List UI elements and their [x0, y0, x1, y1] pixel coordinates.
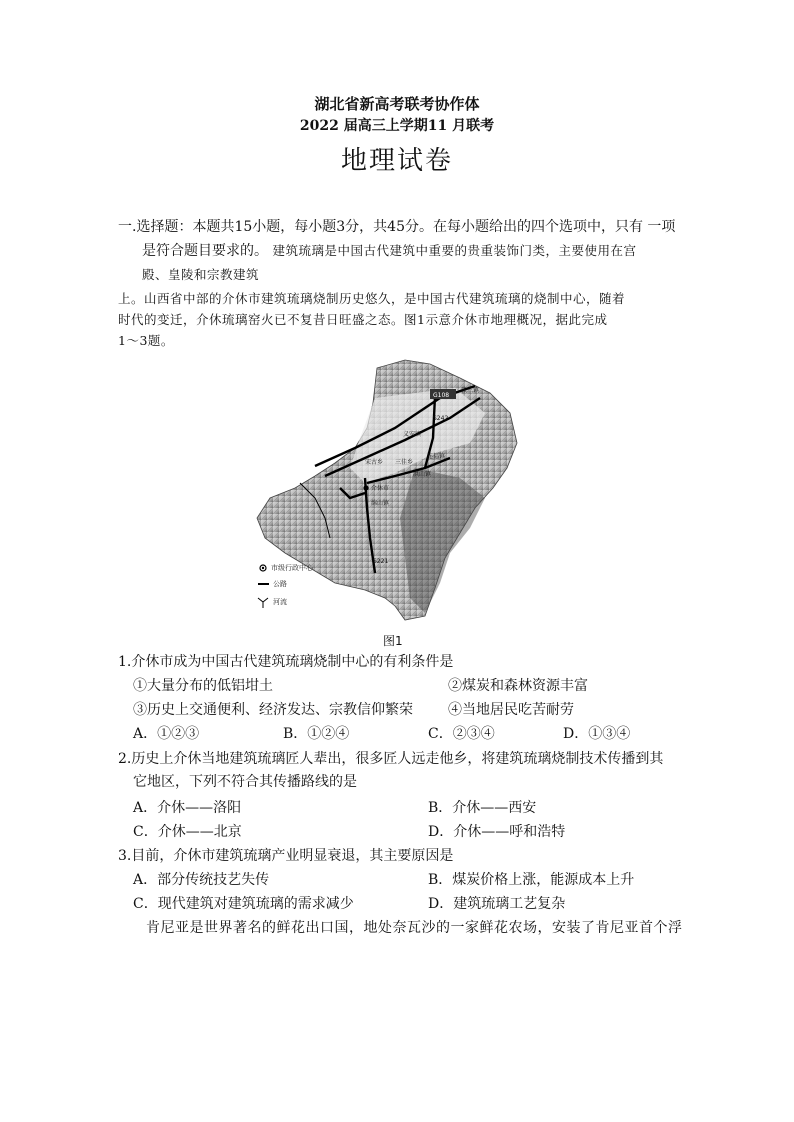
question-1-stem: 1.介休市成为中国古代建筑琉璃烧制中心的有利条件是: [118, 654, 454, 670]
q3-option-d[interactable]: D．建筑琉璃工艺复杂: [428, 896, 566, 912]
q1-item-1: ①大量分布的低铝坩土: [133, 678, 273, 694]
place-label-5: 三佳乡: [395, 459, 414, 466]
q3-option-a[interactable]: A．部分传统技艺失传: [133, 872, 270, 888]
question-2-stem-line-1: 2.历史上介休当地建筑琉璃匠人辈出，很多匠人远走他乡，将建筑琉璃烧制技术传播到其: [118, 751, 664, 767]
section-line-3: 殿、皇陵和宗教建筑: [142, 267, 260, 282]
place-label-8: 绵山镇: [371, 500, 390, 507]
legend-river-label: 河流: [273, 598, 287, 606]
q1-item-4: ④当地居民吃苦耐劳: [448, 702, 574, 718]
place-label-4: 连福镇: [427, 453, 446, 460]
place-label-1: 张兰镇: [461, 387, 480, 394]
place-label-7: 介休市: [371, 485, 390, 492]
next-passage-start: 肯尼亚是世界著名的鲜花出口国，地处奈瓦沙的一家鲜花农场，安装了肯尼亚首个浮: [146, 920, 683, 936]
q2-option-a[interactable]: A．介休——洛阳: [133, 800, 242, 816]
legend-city-label: 市级行政中心: [271, 564, 313, 572]
intro-line-3: 1～3题。: [118, 333, 174, 348]
road-label-g108: G108: [433, 392, 450, 399]
question-3-stem: 3.目前，介休市建筑琉璃产业明显衰退，其主要原因是: [118, 848, 454, 864]
q1-option-c[interactable]: C．②③④: [428, 726, 495, 742]
q1-option-a[interactable]: A．①②③: [133, 726, 200, 742]
exam-title: 2022 届高三上学期11 月联考: [299, 118, 495, 134]
place-label-2: 义安镇: [403, 431, 422, 438]
q2-option-d[interactable]: D．介休——呼和浩特: [428, 824, 566, 840]
q1-option-b[interactable]: B．①②④: [283, 726, 350, 742]
q3-option-c[interactable]: C．现代建筑对建筑琉璃的需求减少: [133, 896, 354, 912]
section-instructions: [118, 215, 686, 287]
q2-option-b[interactable]: B．介休——西安: [428, 800, 537, 816]
question-2-stem-line-2: 它地区，下列不符合其传播路线的是: [133, 774, 357, 790]
road-label-s242: S242: [433, 415, 449, 422]
section-line-1: 一.选择题：本题共15小题，每小题3分，共45分。在每小题给出的四个选项中，只有 一项: [118, 219, 676, 235]
q1-item-2: ②煤炭和森林资源丰富: [448, 678, 588, 694]
q1-option-d[interactable]: D．①③④: [563, 726, 631, 742]
passage-start: 建筑琉璃是中国古代建筑中重要的贵重装饰门类，主要使用在宫: [268, 243, 637, 258]
org-title: 湖北省新高考联考协作体: [314, 95, 480, 113]
map-legend: [258, 563, 314, 608]
city-center-marker: [363, 485, 368, 490]
road-label-s221: S221: [373, 558, 389, 565]
q2-option-c[interactable]: C．介休——北京: [133, 824, 242, 840]
legend-river-icon: [258, 598, 268, 608]
place-label-6: 洪山镇: [413, 471, 432, 478]
mountain-shadow: [400, 468, 485, 613]
q1-item-3: ③历史上交通便利、经济发达、宗教信仰繁荣: [133, 702, 413, 718]
intro-line-1: 上。山西省中部的介休市建筑琉璃烧制历史悠久，是中国古代建筑琉璃的烧制中心，随着: [118, 291, 626, 306]
map-svg: [255, 358, 545, 633]
place-label-3: 宋古乡: [365, 459, 384, 466]
passage-intro: [118, 288, 686, 351]
figure-caption: 图1: [383, 634, 403, 648]
legend-road-label: 公路: [273, 580, 287, 588]
subject-title: 地理试卷: [340, 146, 453, 176]
section-line-2a: 是符合题目要求的。: [142, 243, 268, 259]
section-line-2: [118, 239, 686, 263]
figure-1-map: [255, 358, 545, 633]
intro-line-2: 时代的变迁，介休琉璃窑火已不复昔日旺盛之态。图1示意介休市地理概况，据此完成: [118, 312, 608, 327]
q3-option-b[interactable]: B．煤炭价格上涨，能源成本上升: [428, 872, 635, 888]
